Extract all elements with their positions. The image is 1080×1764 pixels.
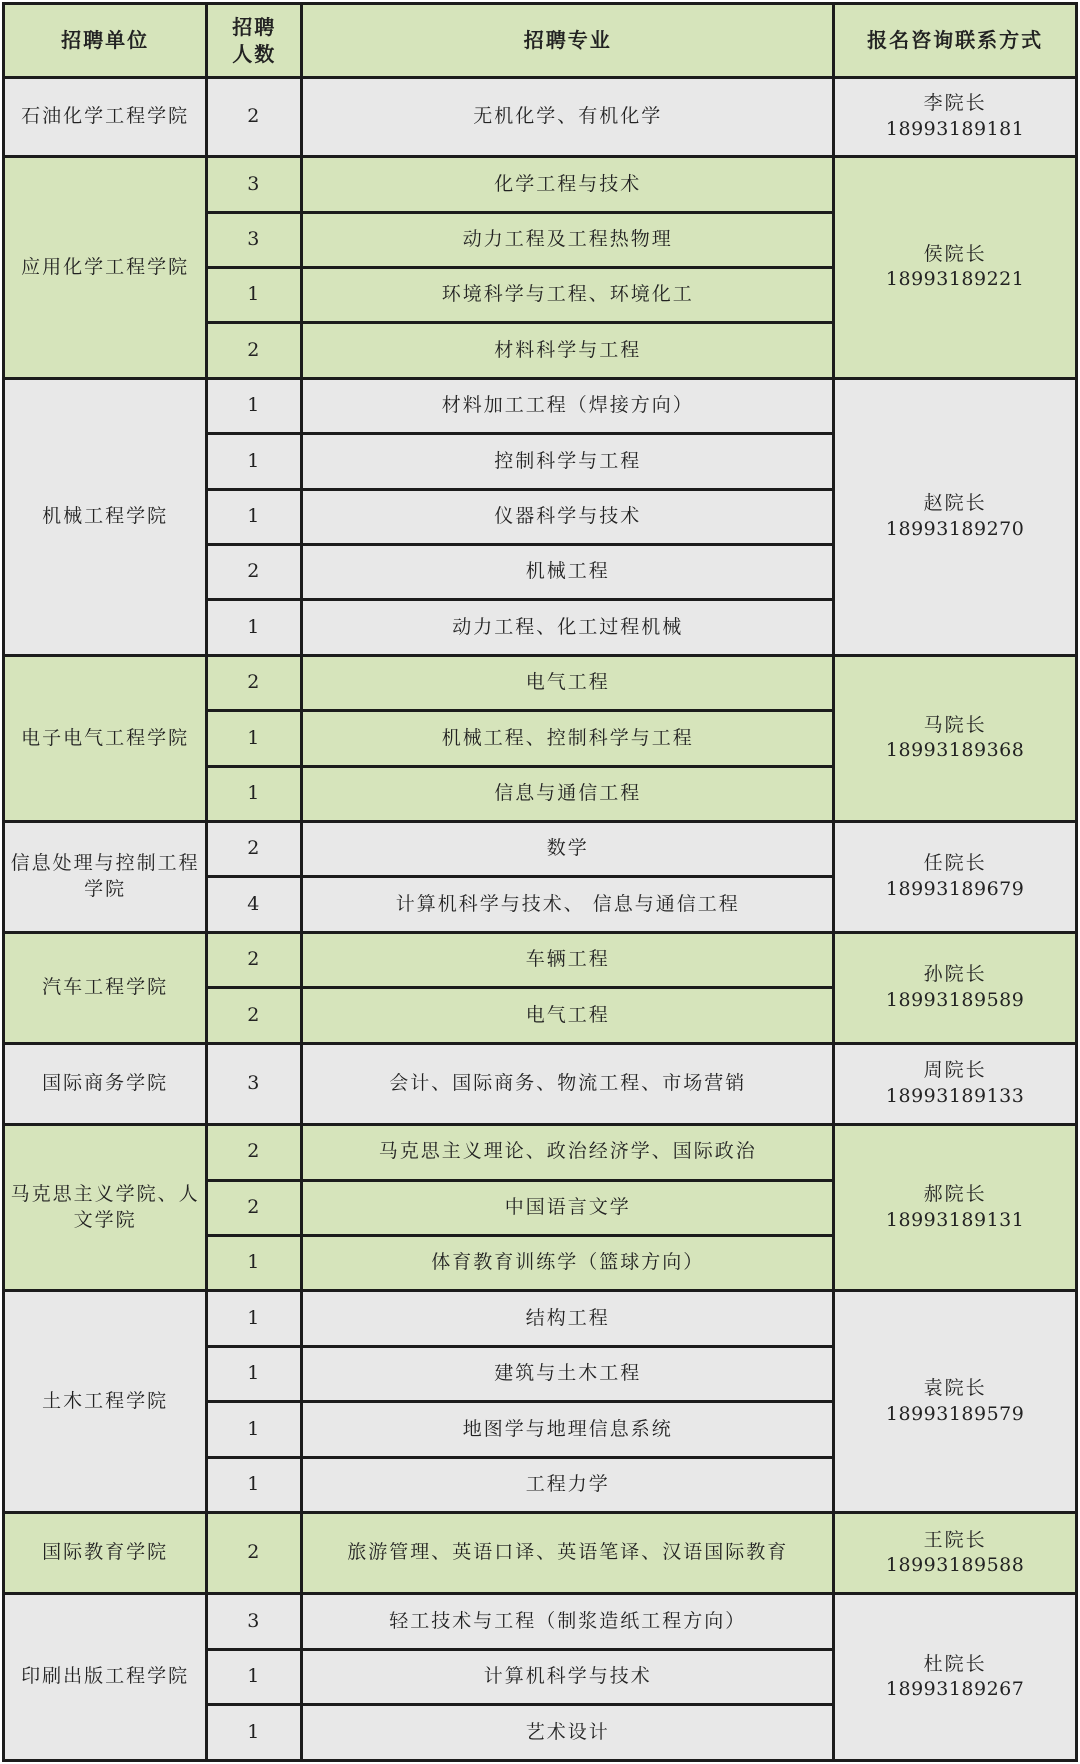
contact-cell (834, 157, 1077, 379)
table-row (4, 932, 1077, 987)
major-cell: 工程力学 (302, 1457, 834, 1512)
contact-name: 任院长 (923, 852, 987, 875)
count-cell: 2 (207, 323, 302, 378)
table-header-row (4, 4, 1077, 78)
unit-cell: 土木工程学院 (4, 1291, 207, 1513)
count-cell: 2 (207, 545, 302, 600)
table-row (4, 378, 1077, 433)
major-cell: 建筑与土木工程 (302, 1346, 834, 1401)
unit-cell: 国际商务学院 (4, 1043, 207, 1124)
count-cell: 1 (207, 600, 302, 655)
contact-name: 赵院长 (923, 492, 987, 515)
major-cell: 机械工程、控制科学与工程 (302, 711, 834, 766)
table-row (4, 1291, 1077, 1346)
table-row (4, 157, 1077, 212)
count-cell: 2 (207, 988, 302, 1043)
count-cell: 1 (207, 267, 302, 322)
unit-cell: 印刷出版工程学院 (4, 1594, 207, 1761)
count-cell: 1 (207, 378, 302, 433)
header-major: 招聘专业 (302, 4, 834, 78)
major-cell: 数学 (302, 822, 834, 877)
count-cell: 2 (207, 1512, 302, 1593)
contact-phone: 18993189679 (885, 877, 1025, 900)
major-cell: 轻工技术与工程（制浆造纸工程方向） (302, 1594, 834, 1649)
count-cell: 1 (207, 766, 302, 821)
count-cell: 2 (207, 1180, 302, 1235)
count-cell: 3 (207, 1594, 302, 1649)
contact-cell (834, 655, 1077, 821)
major-cell: 环境科学与工程、环境化工 (302, 267, 834, 322)
count-cell: 1 (207, 711, 302, 766)
count-cell: 1 (207, 489, 302, 544)
major-cell: 会计、国际商务、物流工程、市场营销 (302, 1043, 834, 1124)
major-cell: 材料加工工程（焊接方向） (302, 378, 834, 433)
major-cell: 动力工程及工程热物理 (302, 212, 834, 267)
major-cell: 计算机科学与技术、 信息与通信工程 (302, 877, 834, 932)
contact-name: 周院长 (923, 1059, 987, 1082)
count-cell: 2 (207, 932, 302, 987)
major-cell: 机械工程 (302, 545, 834, 600)
major-cell: 体育教育训练学（篮球方向） (302, 1235, 834, 1290)
contact-name: 李院长 (923, 92, 987, 115)
count-cell: 1 (207, 1346, 302, 1401)
contact-name: 侯院长 (923, 242, 987, 265)
contact-phone: 18993189588 (885, 1554, 1025, 1577)
contact-phone: 18993189221 (885, 268, 1025, 291)
unit-cell: 国际教育学院 (4, 1512, 207, 1593)
unit-cell: 电子电气工程学院 (4, 655, 207, 821)
table-row (4, 1043, 1077, 1124)
header-contact: 报名咨询联系方式 (834, 4, 1077, 78)
table-row (4, 655, 1077, 710)
major-cell: 艺术设计 (302, 1705, 834, 1761)
count-cell: 3 (207, 157, 302, 212)
major-cell: 马克思主义理论、政治经济学、国际政治 (302, 1125, 834, 1180)
count-cell: 3 (207, 1043, 302, 1124)
major-cell: 中国语言文学 (302, 1180, 834, 1235)
count-cell: 3 (207, 212, 302, 267)
unit-cell: 应用化学工程学院 (4, 157, 207, 379)
unit-cell: 马克思主义学院、人文学院 (4, 1125, 207, 1291)
contact-cell (834, 822, 1077, 933)
unit-cell: 机械工程学院 (4, 378, 207, 655)
contact-cell (834, 932, 1077, 1043)
table-row (4, 1125, 1077, 1180)
contact-phone: 18993189589 (885, 988, 1025, 1011)
contact-name: 马院长 (923, 713, 987, 736)
count-cell: 2 (207, 655, 302, 710)
count-cell: 4 (207, 877, 302, 932)
count-cell: 2 (207, 822, 302, 877)
table-row (4, 822, 1077, 877)
count-cell: 2 (207, 1125, 302, 1180)
count-cell: 1 (207, 1705, 302, 1761)
contact-phone: 18993189131 (885, 1208, 1025, 1231)
contact-name: 王院长 (923, 1528, 987, 1551)
table-row (4, 78, 1077, 157)
contact-phone: 18993189181 (885, 118, 1025, 141)
contact-cell (834, 378, 1077, 655)
major-cell: 材料科学与工程 (302, 323, 834, 378)
count-cell: 1 (207, 1457, 302, 1512)
major-cell: 结构工程 (302, 1291, 834, 1346)
unit-cell: 信息处理与控制工程学院 (4, 822, 207, 933)
major-cell: 计算机科学与技术 (302, 1649, 834, 1704)
unit-cell: 石油化学工程学院 (4, 78, 207, 157)
major-cell: 控制科学与工程 (302, 434, 834, 489)
count-cell: 1 (207, 434, 302, 489)
contact-phone: 18993189368 (885, 739, 1025, 762)
major-cell: 车辆工程 (302, 932, 834, 987)
table-body (4, 78, 1077, 1761)
count-cell: 1 (207, 1235, 302, 1290)
contact-phone: 18993189267 (885, 1678, 1025, 1701)
recruitment-table (2, 2, 1078, 1762)
contact-cell (834, 1512, 1077, 1593)
unit-cell: 汽车工程学院 (4, 932, 207, 1043)
contact-phone: 18993189270 (885, 517, 1025, 540)
contact-cell (834, 1043, 1077, 1124)
major-cell: 信息与通信工程 (302, 766, 834, 821)
major-cell: 电气工程 (302, 655, 834, 710)
header-count-line2: 人数 (232, 41, 277, 66)
table-row (4, 1594, 1077, 1649)
major-cell: 地图学与地理信息系统 (302, 1402, 834, 1457)
table-row (4, 1512, 1077, 1593)
header-count-line1: 招聘 (232, 14, 277, 39)
contact-phone: 18993189133 (885, 1084, 1025, 1107)
contact-phone: 18993189579 (885, 1402, 1025, 1425)
count-cell: 1 (207, 1649, 302, 1704)
contact-name: 杜院长 (923, 1652, 987, 1675)
major-cell: 化学工程与技术 (302, 157, 834, 212)
contact-name: 袁院长 (923, 1376, 987, 1399)
major-cell: 电气工程 (302, 988, 834, 1043)
header-unit: 招聘单位 (4, 4, 207, 78)
count-cell: 2 (207, 78, 302, 157)
contact-cell (834, 78, 1077, 157)
major-cell: 动力工程、化工过程机械 (302, 600, 834, 655)
contact-name: 孙院长 (923, 963, 987, 986)
contact-cell (834, 1291, 1077, 1513)
major-cell: 旅游管理、英语口译、英语笔译、汉语国际教育 (302, 1512, 834, 1593)
header-count (207, 4, 302, 78)
count-cell: 1 (207, 1291, 302, 1346)
count-cell: 1 (207, 1402, 302, 1457)
major-cell: 无机化学、有机化学 (302, 78, 834, 157)
contact-cell (834, 1594, 1077, 1761)
contact-name: 郝院长 (923, 1183, 987, 1206)
contact-cell (834, 1125, 1077, 1291)
major-cell: 仪器科学与技术 (302, 489, 834, 544)
